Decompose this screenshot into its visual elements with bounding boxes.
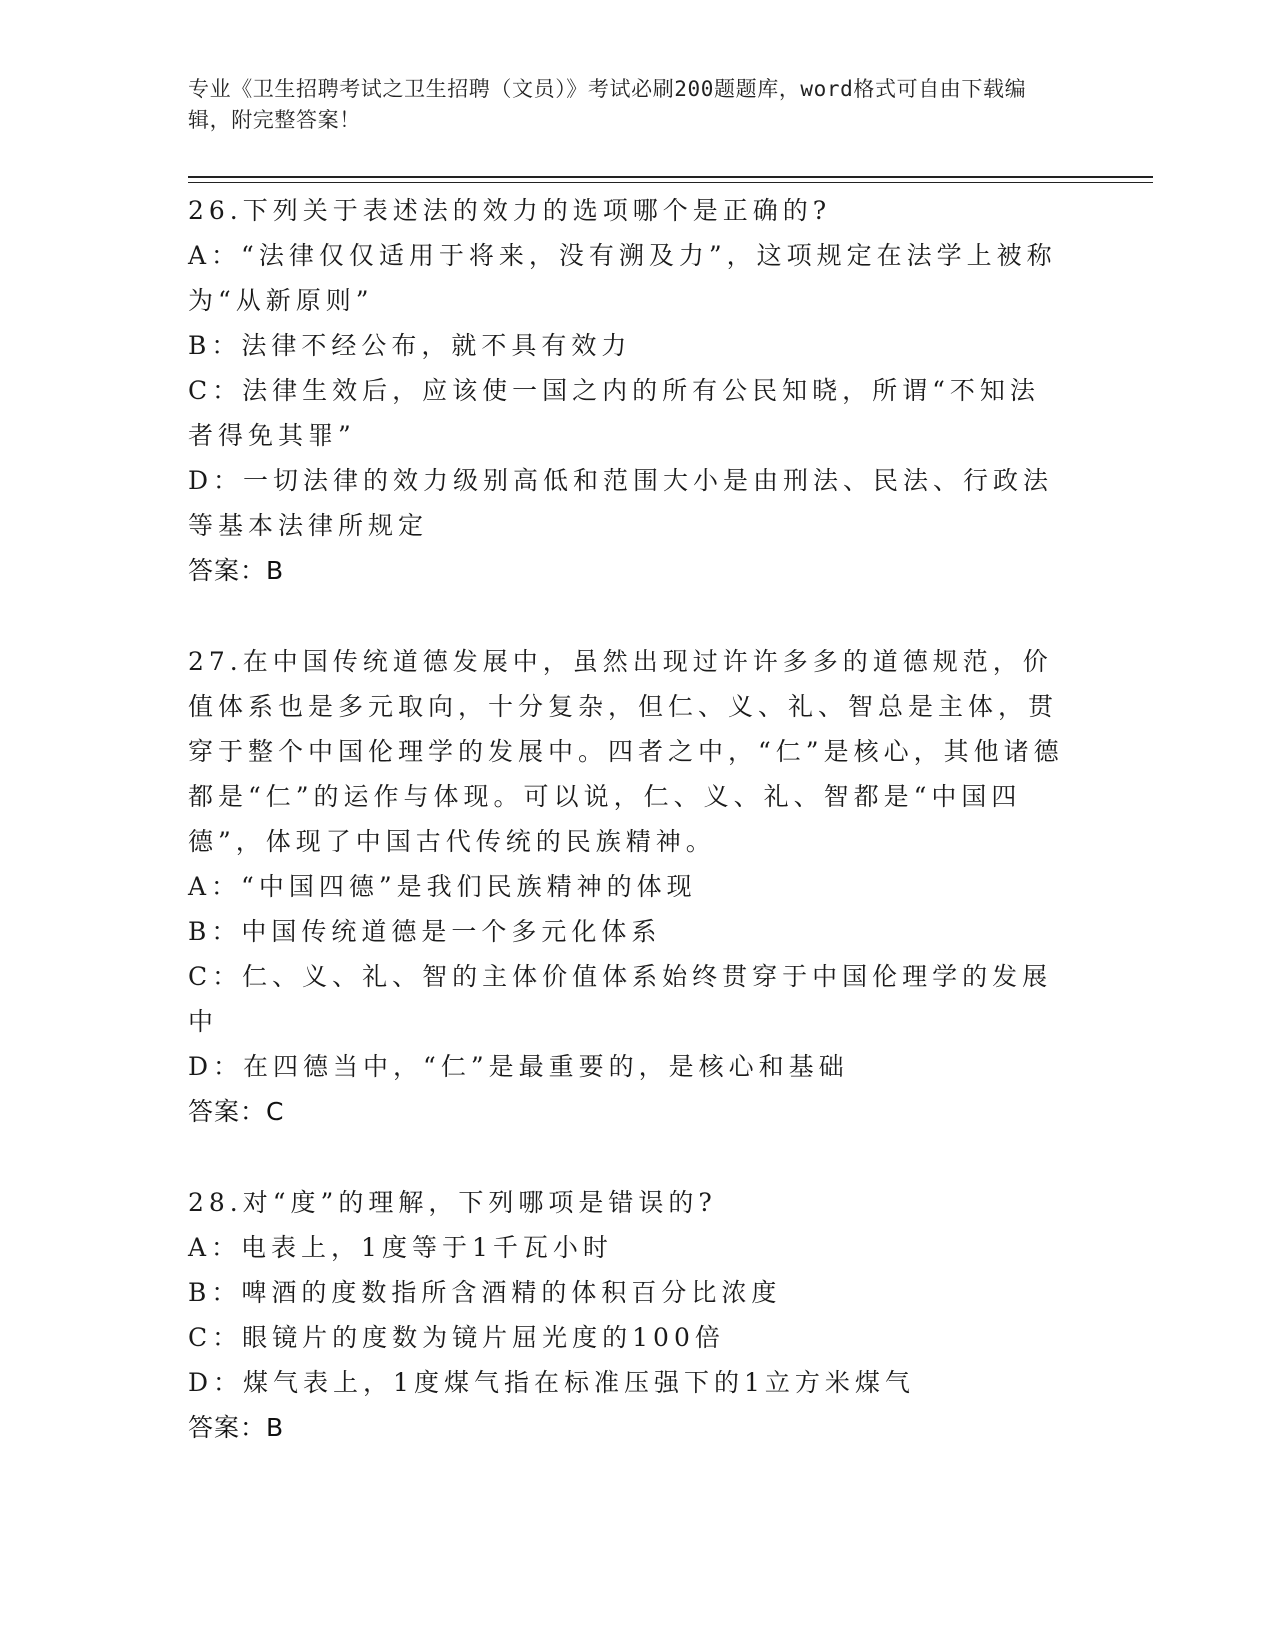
question-27 <box>188 639 1068 1134</box>
option-b: B：中国传统道德是一个多元化体系 <box>188 917 662 946</box>
answer-line: 答案：C <box>188 1097 285 1126</box>
answer-line: 答案：B <box>188 556 285 585</box>
question-list <box>188 188 1068 1496</box>
option-a: A：“中国四德”是我们民族精神的体现 <box>188 872 697 901</box>
question-28 <box>188 1180 1068 1450</box>
answer-line: 答案：B <box>188 1413 285 1442</box>
option-d: D：一切法律的效力级别高低和范围大小是由刑法、民法、行政法等基本法律所规定 <box>188 466 1054 540</box>
header-divider-thin <box>188 182 1153 183</box>
question-stem: 27.在中国传统道德发展中，虽然出现过许许多多的道德规范，价值体系也是多元取向，十分复杂，但仁、义、礼、智总是主体，贯穿于整个中国伦理学的发展中。四者之中，“仁”是核心，其他诸德都是“仁”的运作与体现。可以说，仁、义、礼、智都是“中国四德”，体现了中国古代传统的民族精神。 <box>188 647 1064 856</box>
option-d: D：煤气表上，1度煤气指在标准压强下的1立方米煤气 <box>188 1368 915 1397</box>
option-a: A：“法律仅仅适用于将来，没有溯及力”，这项规定在法学上被称为“从新原则” <box>188 241 1057 315</box>
header-divider-thick <box>188 176 1153 178</box>
document-header: 专业《卫生招聘考试之卫生招聘（文员）》考试必刷200题题库，word格式可自由下载编辑，附完整答案！ <box>188 77 1027 132</box>
option-d: D：在四德当中，“仁”是最重要的，是核心和基础 <box>188 1052 849 1081</box>
option-b: B：法律不经公布，就不具有效力 <box>188 331 632 360</box>
question-stem: 28.对“度”的理解，下列哪项是错误的? <box>188 1188 717 1217</box>
question-stem: 26.下列关于表述法的效力的选项哪个是正确的? <box>188 196 832 225</box>
option-b: B：啤酒的度数指所含酒精的体积百分比浓度 <box>188 1278 782 1307</box>
question-26 <box>188 188 1068 593</box>
option-a: A：电表上，1度等于1千瓦小时 <box>188 1233 613 1262</box>
option-c: C：仁、义、礼、智的主体价值体系始终贯穿于中国伦理学的发展中 <box>188 962 1053 1036</box>
option-c: C：眼镜片的度数为镜片屈光度的100倍 <box>188 1323 725 1352</box>
option-c: C：法律生效后，应该使一国之内的所有公民知晓，所谓“不知法者得免其罪” <box>188 376 1040 450</box>
